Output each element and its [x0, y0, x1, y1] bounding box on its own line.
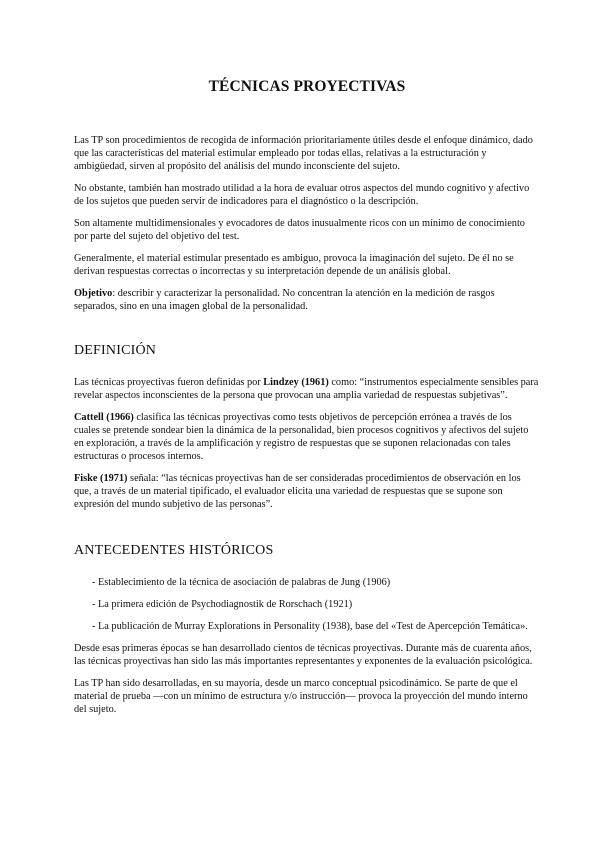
antecedentes-heading: ANTECEDENTES HISTÓRICOS [74, 543, 274, 558]
intro-paragraph-objetivo [74, 287, 540, 313]
intro-paragraph-2: No obstante, también han mostrado utilidad a la hora de evaluar otros aspectos del mundo cognitivo y afectivo de los sujetos que pueden servir de indicadores para el diagnóstico o la descripción. [74, 183, 530, 207]
fiske-citation: Fiske (1971) [74, 473, 128, 484]
cattell-text: clasifica las técnicas proyectivas como tests objetivos de percepción errónea a través de los cuales se pretende sondear bien la dinámica de la personalidad, bien procesos cognitivos y afectivos del sujeto en exploración, a través de la amplificación y registro de respuestas que se suponen relacionadas con tales estructuras o procesos internos. [74, 412, 529, 462]
document-page [74, 78, 540, 725]
objetivo-text: : describir y caracterizar la personalidad. No concentran la atención en la medición de rasgos separados, sino en una imagen global de la personalidad. [74, 288, 495, 312]
antecedentes-paragraph-2: Las TP han sido desarrolladas, en su mayoría, desde un marco conceptual psicodinámico. Se parte de que el material de prueba —con un mínimo de estructura y/o instrucción— provoca la proyección del mundo interno del sujeto. [74, 678, 528, 715]
page-title: TÉCNICAS PROYECTIVAS [208, 78, 406, 95]
definicion-paragraph-cattell [74, 411, 540, 463]
list-item: - La publicación de Murray Explorations in Personality (1938), base del «Test de Apercepción Temática». [92, 621, 528, 632]
intro-paragraph-1: Las TP son procedimientos de recogida de información prioritariamente útiles desde el enfoque dinámico, dado que las características del material estimular empleado por todas ellas, relativas a la estructuración y ambigüedad, sirven al propósito del análisis del mundo inconsciente del sujeto. [74, 135, 533, 172]
intro-paragraph-4: Generalmente, el material estimular presentado es ambiguo, provoca la imaginación del sujeto. De él no se derivan respuestas correctas o incorrectas y su interpretación depende de un análisis global. [74, 253, 514, 277]
antecedentes-paragraph-1: Desde esas primeras épocas se han desarrollado cientos de técnicas proyectivas. Durante más de cuarenta años, las técnicas proyectivas han sido las más importantes representantes y exponentes de la evaluación psicológica. [74, 643, 533, 667]
intro-paragraph-3: Son altamente multidimensionales y evocadores de datos inusualmente ricos con un mínimo de conocimiento por parte del sujeto del objetivo del test. [74, 218, 525, 242]
antecedentes-list [74, 576, 540, 633]
lindzey-pre: Las técnicas proyectivas fueron definidas por [74, 377, 264, 388]
objetivo-label: Objetivo [74, 288, 113, 299]
lindzey-post: como: “instrumentos especialmente sensibles para revelar aspectos inconscientes de la persona que provocan una amplia variedad de respuestas subjetivas”. [74, 377, 539, 401]
list-item: - Establecimiento de la técnica de asociación de palabras de Jung (1906) [92, 577, 391, 588]
definicion-heading: DEFINICIÓN [74, 343, 157, 358]
definicion-paragraph-lindzey [74, 376, 540, 402]
fiske-text: señala: “las técnicas proyectivas han de ser consideradas procedimientos de observación en los que, a través de un material tipificado, el evaluador elicita una variedad de respuestas que se supone son expresión del mundo subjetivo de las personas”. [74, 473, 521, 510]
lindzey-citation: Lindzey (1961) [263, 377, 329, 388]
list-item: - La primera edición de Psychodiagnostik de Rorschach (1921) [92, 599, 353, 610]
definicion-paragraph-fiske [74, 472, 540, 511]
cattell-citation: Cattell (1966) [74, 412, 134, 423]
